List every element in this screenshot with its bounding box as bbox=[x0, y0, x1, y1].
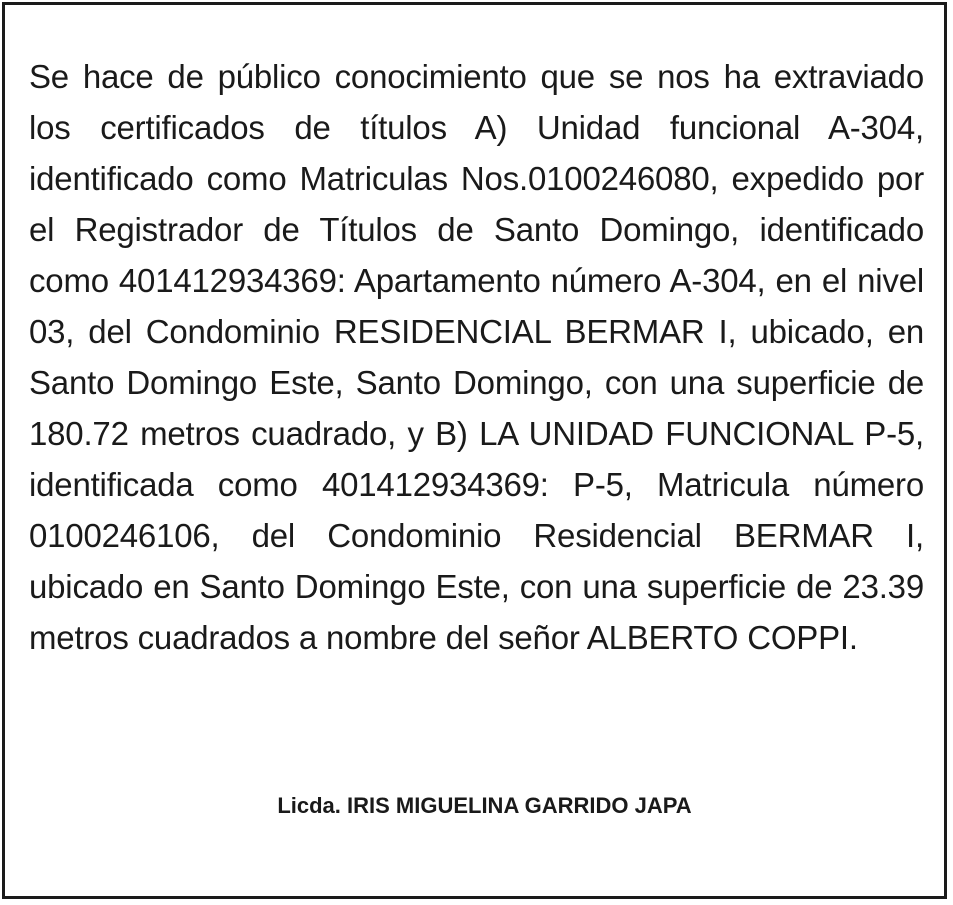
notice-frame bbox=[2, 2, 947, 899]
notice-body-text: Se hace de público conocimiento que se nos ha extraviado los certificados de títulos A) Unidad funcional A-304, identificado como Matriculas Nos.0100246080, expedido por el Registrador de Títulos de Santo Domingo, identificado como 401412934369: Apartamento número A-304, en el nivel 03, del Condominio RESIDENCIAL BERMAR I, ubicado, en Santo Domingo Este, Santo Domingo, con una superficie de 180.72 metros cuadrado, y B) LA UNIDAD FUNCIONAL P-5, identificada como 401412934369: P-5, Matricula número 0100246106, del Condominio Residencial BERMAR I, ubicado en Santo Domingo Este, con una superficie de 23.39 metros cuadrados a nombre del señor ALBERTO COPPI. bbox=[29, 58, 924, 656]
notice-signature: Licda. IRIS MIGUELINA GARRIDO JAPA bbox=[277, 793, 692, 818]
